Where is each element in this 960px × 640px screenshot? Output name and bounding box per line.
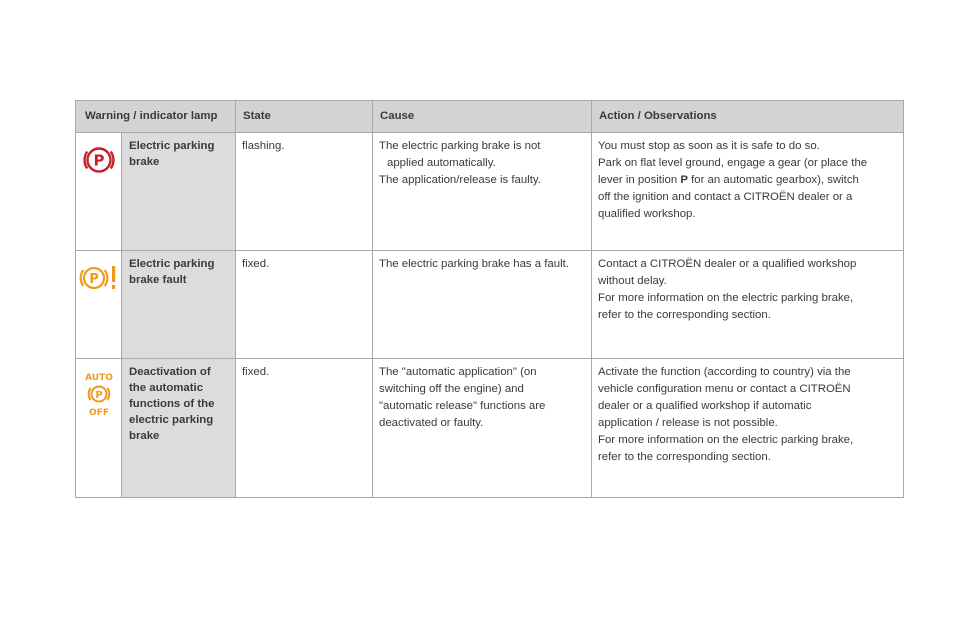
svg-text:P: P <box>93 151 104 170</box>
state-cell: flashing. <box>236 133 373 251</box>
cause-cell: The electric parking brake has a fault. <box>373 251 592 359</box>
auto-p-off-icon <box>82 371 116 417</box>
lamp-name: Electric parking brake <box>122 133 236 251</box>
svg-text:P: P <box>88 272 99 287</box>
lamp-name: Deactivation of the automatic functions of the electric parking brake <box>122 359 236 498</box>
table-row <box>76 359 904 498</box>
svg-text:OFF: OFF <box>88 408 109 417</box>
table-row <box>76 251 904 359</box>
svg-text:P: P <box>94 390 103 401</box>
parking-brake-fault-icon <box>79 263 119 293</box>
table-header-row <box>76 101 904 133</box>
icon-cell <box>76 133 122 251</box>
cause-cell: The "automatic application" (on switching off the engine) and "automatic release" functions are deactivated or faulty. <box>373 359 592 498</box>
state-cell: fixed. <box>236 359 373 498</box>
svg-text:AUTO: AUTO <box>84 373 113 383</box>
header-cause: Cause <box>373 101 592 133</box>
table-row <box>76 133 904 251</box>
header-state: State <box>236 101 373 133</box>
header-action: Action / Observations <box>592 101 904 133</box>
cause-cell: The electric parking brake is not applied automatically. The application/release is faulty. <box>373 133 592 251</box>
icon-cell <box>76 359 122 498</box>
action-cell: You must stop as soon as it is safe to do so. Park on flat level ground, engage a gear (or place the lever in position P for an automatic gearbox), switch off the ignition and contact a CITROËN dealer or a qualified workshop. <box>592 133 904 251</box>
lamp-name: Electric parking brake fault <box>122 251 236 359</box>
action-cell: Contact a CITROËN dealer or a qualified workshop without delay. For more information on the electric parking brake, refer to the corresponding section. <box>592 251 904 359</box>
action-cell: Activate the function (according to country) via the vehicle configuration menu or contact a CITROËN dealer or a qualified workshop if automatic application / release is not possible. For more information on the electric parking brake, refer to the corresponding section. <box>592 359 904 498</box>
state-cell: fixed. <box>236 251 373 359</box>
icon-cell <box>76 251 122 359</box>
warning-lamp-table <box>75 100 904 498</box>
header-lamp: Warning / indicator lamp <box>76 101 236 133</box>
parking-brake-warning-icon <box>82 145 116 175</box>
